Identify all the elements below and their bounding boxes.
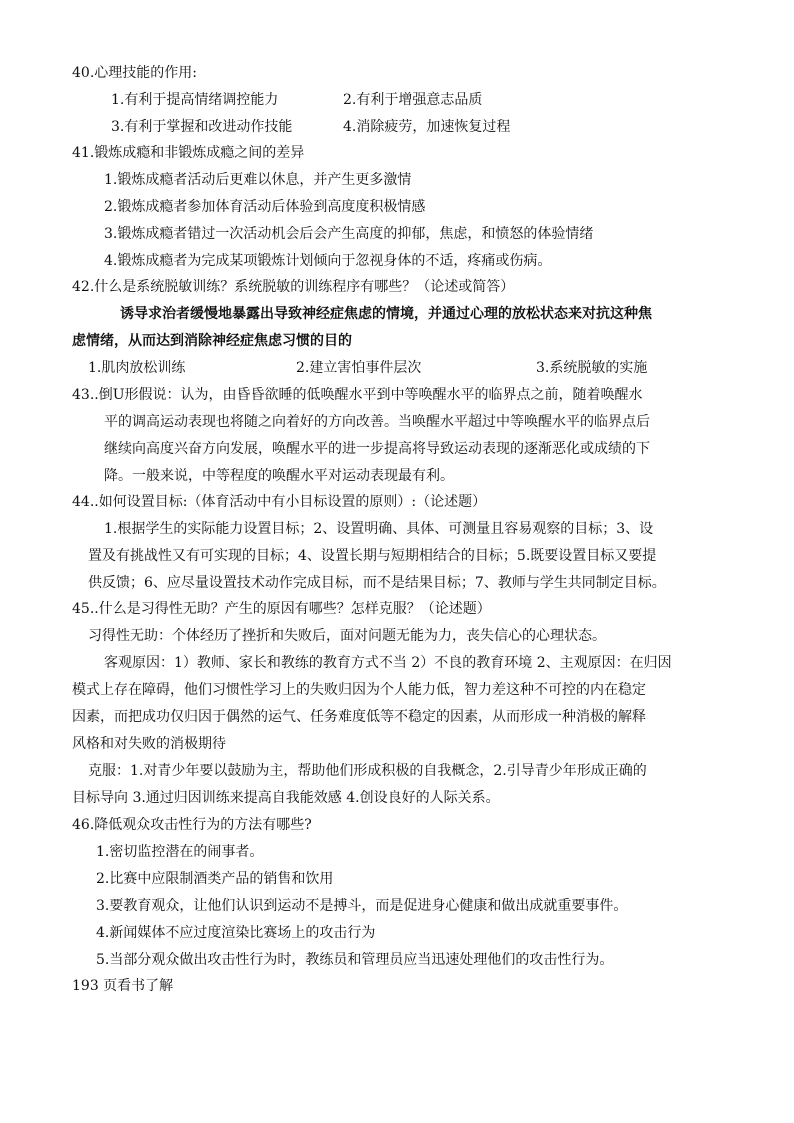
footer-note: 193 页看书了解 — [72, 978, 174, 994]
q40-item-1: 1.有利于提高情绪调控能力 — [111, 92, 279, 108]
q46-item-4: 4.新闻媒体不应过度渲染比赛场上的攻击行为 — [96, 925, 376, 941]
q41-title: 41.锻炼成瘾和非锻炼成瘾之间的差异 — [72, 145, 305, 161]
q45-definition: 习得性无助：个体经历了挫折和失败后，面对问题无能为力，丧失信心的心理状态。 — [88, 628, 606, 644]
q41-item-2: 2.锻炼成瘾者参加体育活动后体验到高度度积极情感 — [104, 199, 426, 215]
q40-item-2: 2.有利于增强意志品质 — [343, 92, 483, 108]
q41-item-3: 3.锻炼成瘾者错过一次活动机会后会产生高度的抑郁，焦虑，和愤怒的体验情绪 — [104, 226, 594, 242]
q45-causes-line-3: 因素，而把成功仅归因于偶然的运气、任务难度低等不稳定的因素，从而形成一种消极的解释 — [72, 709, 646, 725]
q40-item-4: 4.消除疲劳，加速恢复过程 — [343, 119, 511, 135]
q43-line-1: 43..倒U形假说：认为，由昏昏欲睡的低唤醒水平到中等唤醒水平的临界点之前，随着唤醒水 — [72, 387, 643, 403]
q42-title: 42.什么是系统脱敏训练？系统脱敏的训练程序有哪些？（论述或简答） — [72, 279, 515, 295]
q46-item-3: 3.要教育观众，让他们认识到运动不是搏斗，而是促进身心健康和做出成就重要事件。 — [96, 898, 628, 914]
q46-title: 46.降低观众攻击性行为的方法有哪些? — [72, 817, 312, 833]
q42-step-1: 1.肌肉放松训练 — [88, 360, 186, 376]
q46-item-1: 1.密切监控潜在的闹事者。 — [96, 844, 264, 860]
q43-line-3: 继续向高度兴奋方向发展，唤醒水平的进一步提高将导致运动表现的逐渐恶化或成绩的下 — [104, 441, 650, 457]
q41-item-4: 4.锻炼成瘾者为完成某项锻炼计划倾向于忽视身体的不适，疼痛或伤病。 — [104, 253, 552, 269]
q44-line-1: 1.根据学生的实际能力设置目标；2、设置明确、具体、可测量且容易观察的目标；3、设 — [104, 521, 654, 537]
q46-item-2: 2.比赛中应限制酒类产品的销售和饮用 — [96, 871, 334, 887]
q45-overcome-line-2: 目标导向 3.通过归因训练来提高自我能效感 4.创设良好的人际关系。 — [72, 790, 500, 806]
q40-title: 40.心理技能的作用: — [72, 65, 197, 81]
q43-line-2: 平的调高运动表现也将随之向着好的方向改善。当唤醒水平超过中等唤醒水平的临界点后 — [104, 414, 650, 430]
q44-title: 44..如何设置目标:（体育活动中有小目标设置的原则）:（论述题） — [72, 494, 487, 510]
q42-step-3: 3.系统脱敏的实施 — [536, 360, 648, 376]
q46-item-5: 5.当部分观众做出攻击性行为时，教练员和管理员应当迅速处理他们的攻击性行为。 — [96, 952, 614, 968]
q43-line-4: 降。一般来说，中等程度的唤醒水平对运动表现最有利。 — [104, 468, 454, 484]
q40-item-3: 3.有利于掌握和改进动作技能 — [111, 119, 293, 135]
q42-answer-line-1: 诱导求治者缓慢地暴露出导致神经症焦虑的情境，并通过心理的放松状态来对抗这种焦 — [120, 306, 652, 322]
q42-answer-line-2: 虑情绪，从而达到消除神经症焦虑习惯的目的 — [72, 333, 352, 349]
q41-item-1: 1.锻炼成瘾者活动后更难以休息，并产生更多激情 — [104, 172, 412, 188]
q44-line-2: 置及有挑战性又有可实现的目标；4、设置长期与短期相结合的目标；5.既要设置目标又要提 — [88, 548, 657, 564]
q45-title: 45..什么是习得性无助？产生的原因有哪些？怎样克服？（论述题） — [72, 601, 491, 617]
q45-causes-line-4: 风格和对失败的消极期待 — [72, 736, 226, 752]
q45-causes-line-2: 模式上存在障碍，他们习惯性学习上的失败归因为个人能力低，智力差这种不可控的内在稳定 — [72, 682, 646, 698]
q44-line-3: 供反馈；6、应尽量设置技术动作完成目标，而不是结果目标；7、教师与学生共同制定目标。 — [88, 575, 666, 591]
q45-causes-line-1: 客观原因：1）教师、家长和教练的教育方式不当 2）不良的教育环境 2、主观原因：在归因 — [104, 655, 672, 671]
q45-overcome-line-1: 克服：1.对青少年要以鼓励为主，帮助他们形成积极的自我概念，2.引导青少年形成正确的 — [88, 763, 647, 779]
q42-step-2: 2.建立害怕事件层次 — [296, 360, 422, 376]
